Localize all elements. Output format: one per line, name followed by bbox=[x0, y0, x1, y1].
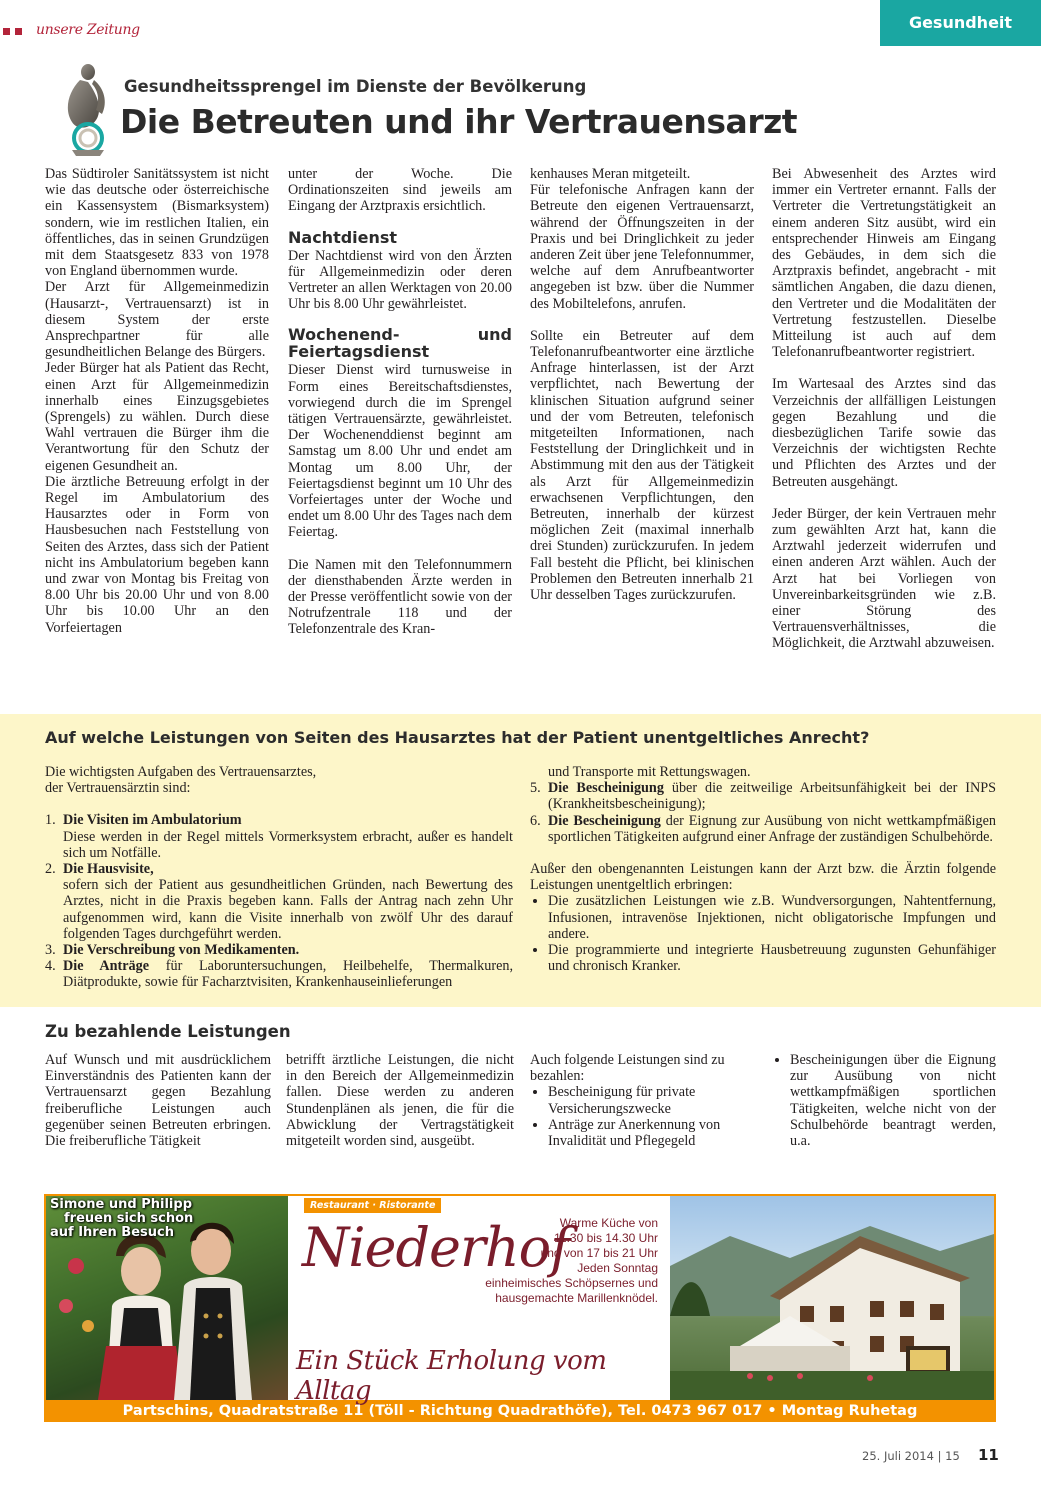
info-box-heading: Auf welche Leistungen von Seiten des Hausarztes hat der Patient unentgeltliches Anrecht? bbox=[45, 728, 870, 747]
item-text: sofern sich der Patient aus gesundheitlichen Gründen, nach Bewertung des Arztes, nicht in die Praxis begeben kann. Falls der Antrag nach zehn Uhr aufgenommen wird, kann die Visite innerhalb von zwölf Uhr des darauf folgenden Tages durchgeführt werden. bbox=[63, 877, 513, 942]
paragraph: Für telefonische Anfragen kann der Betreute den eigenen Vertrauensarzt, während der Öffnungszeiten in der Praxis und bei Dringlichkeit zu jeder anderen Zeit über jene Telefonnummer, welche auf dem Anrufbeantworter angegeben ist bzw. über die Nummer des Mobiltelefons, anrufen. bbox=[530, 182, 754, 312]
brand-logo: unsere Zeitung bbox=[36, 22, 140, 38]
restaurant-slogan: Ein Stück Erholung vom Alltag bbox=[296, 1346, 607, 1406]
paragraph: Die Namen mit den Telefonnummern der diensthabenden Ärzte werden in der Presse veröffentlicht sowie von der Notrufzentrale 118 und der Telefonzentrale des Kran- bbox=[288, 556, 512, 638]
restaurant-label: Restaurant · Ristorante bbox=[304, 1198, 441, 1213]
paragraph: Der Arzt für Allgemeinmedizin (Hausarzt-, Vertrauensarzt) ist in diesem System der erste Ansprechpartner für alle gesundheitlichen Belange des Bürgers. bbox=[45, 279, 269, 361]
paragraph: Bei Abwesenheit des Arztes wird immer ein Vertreter ernannt. Falls der Vertreter die Vertretungstätigkeit an einem anderen Sitz ausübt, wird ein entsprechender Hinweis am Eingang des Gebäudes, in dem sich die Arztpraxis befindet, angebracht - mit sämtlichen Angaben, die dazu dienen, den Vertreter und die Modalitäten der Vertretung festzustellen. Dieselbe Mitteilung ist auch auf dem Telefonanrufbeantworter registriert. bbox=[772, 166, 996, 361]
footer-date: 25. Juli 2014 | 15 bbox=[862, 1449, 960, 1463]
item-number: 3. bbox=[45, 942, 56, 959]
item-text: für Laboruntersuchungen, Heilbehelfe, Thermalkuren, Diätprodukte, sowie für Facharztvisiten, Krankenhauseinlieferungen bbox=[63, 958, 514, 991]
paid-column-3 bbox=[530, 1052, 754, 1149]
list-item: • Die zusätzlichen Leistungen wie z.B. Wundversorgungen, Nahtentfernung, Infusionen, intravenöse Injektionen, nicht obligatorische Impfungen und andere. bbox=[548, 893, 996, 942]
paid-list bbox=[530, 1084, 754, 1149]
paragraph: Sollte ein Betreuter auf dem Telefonanrufbeantworter eine ärztliche Anfrage hinterlassen, ist der Arzt verpflichtet, nach Bewertung der klinischen Situation aufgrund seiner und der vom Betreuten, telefonisch mitgeteilten Informationen, nach Feststellung der Dringlichkeit und in Abstimmung mit den aus der Tätigkeit als Arzt für Allgemeinmedizin erwachsenen Verpflichtungen, den Betreuten, innerhalb der kürzest möglichen Zeit (maximal innerhalb drei Stunden) zurückzurufen. In jedem Fall besteht die Pflicht, bei klinischen Problemen den Betreuten innerhalb 21 Uhr desselben Tages zurückzurufen. bbox=[530, 327, 754, 604]
item-title: Die Hausvisite, bbox=[63, 861, 154, 878]
caption-line: auf Ihren Besuch bbox=[50, 1225, 174, 1240]
item-title: Die Visiten im Ambulatorium bbox=[63, 812, 242, 829]
caption-line: Simone und Philipp bbox=[50, 1197, 192, 1212]
item-number: 2. bbox=[45, 861, 56, 878]
paragraph: Dieser Dienst wird turnusweise in Form eines Bereitschaftsdienstes, vorwiegend durch die im Sprengel tätigen Vertrauensärzte, gewährleistet. Der Wochenenddienst beginnt am Samstag um 8.00 Uhr und endet am Montag um 8.00 Uhr, der Feiertagsdienst beginnt um 10 Uhr des Vorfeiertages unter der Woche und endet um 8.00 Uhr des Tages nach dem Feiertag. bbox=[288, 362, 512, 541]
paragraph: Der Nachtdienst wird von den Ärzten für Allgemeinmedizin oder deren Vertreter an allen Werktagen von 20.00 Uhr bis 8.00 Uhr gewährleistet. bbox=[288, 247, 512, 313]
article-column-3 bbox=[530, 166, 754, 603]
article-column-2 bbox=[288, 166, 512, 638]
hours-line: und von 17 bis 21 Uhr bbox=[540, 1246, 658, 1260]
paid-column-4 bbox=[772, 1052, 996, 1149]
sculpture-icon bbox=[58, 62, 116, 158]
hours-line: hausgemachte Marillenknödel. bbox=[495, 1291, 658, 1305]
section-tab-label: Gesundheit bbox=[908, 13, 1013, 32]
list-item: • Bescheinigungen über die Eignung zur Ausübung von nicht wettkampfmäßigen sportlichen Tätigkeiten, welche nicht von der Schulbehörde beantragt werden, u.a. bbox=[790, 1052, 996, 1149]
paragraph: Auf Wunsch und mit ausdrücklichem Einverständnis des Patienten kann der Vertrauensarzt gegen Bezahlung freiberufliche Leistungen auch gegenüber seinen Betreuten erbringen. Die freiberufliche Tätigkeit bbox=[45, 1052, 271, 1150]
paid-heading: Zu bezahlende Leistungen bbox=[45, 1022, 291, 1041]
paragraph: Auch folgende Leistungen sind zu bezahlen: bbox=[530, 1052, 725, 1085]
item-number: 4. bbox=[45, 958, 56, 975]
extra-list bbox=[530, 893, 996, 974]
service-list bbox=[45, 812, 513, 990]
paragraph: Das Südtiroler Sanitätssystem ist nicht wie das deutsche oder österreichische ein Kassensystem (Bismarksystem) sondern, wie im restlichen Italien, ein öffentliches, das in seinen Grundzügen mit dem Staatsgesetz 833 von 1978 von England übernommen wurde. bbox=[45, 166, 269, 280]
photo-caption bbox=[50, 1198, 193, 1240]
paid-column-2 bbox=[286, 1052, 514, 1149]
opening-hours bbox=[478, 1216, 658, 1306]
item-number: 5. bbox=[530, 780, 541, 797]
list-item: • Bescheinigung für private Versicherungszwecke bbox=[548, 1084, 754, 1116]
info-box-left bbox=[45, 764, 513, 991]
service-item bbox=[530, 780, 996, 812]
service-item bbox=[45, 861, 513, 942]
item-text: Diese werden in der Regel mittels Vormerksystem erbracht, außer es handelt sich um Notfälle. bbox=[63, 828, 513, 861]
hours-line: 11.30 bis 14.30 Uhr bbox=[554, 1231, 658, 1245]
couple-photo bbox=[46, 1196, 288, 1400]
hours-line: Warme Küche von bbox=[559, 1216, 658, 1230]
paragraph: Jeder Bürger, der kein Vertrauen mehr zum gewählten Arzt hat, kann die Arztwahl jederzeit widerrufen und einen anderen Arzt wählen. Auch der Arzt hat bei Vorliegen von Unvereinbarkeitsgründen wie z.B. einer Störung des Vertrauensverhältnisses, die Möglichkeit, die Arztwahl abzuweisen. bbox=[772, 505, 996, 652]
subheading-wochenend: Wochenend- und Feiertagsdienst bbox=[288, 325, 512, 362]
item-title: Die Bescheinigung bbox=[548, 812, 661, 829]
service-item bbox=[45, 812, 513, 861]
info-box-right bbox=[530, 764, 996, 974]
hours-line: Jeden Sonntag bbox=[577, 1261, 658, 1275]
item-title: Die Bescheinigung bbox=[548, 780, 664, 797]
article-kicker: Gesundheitssprengel im Dienste der Bevölkerung bbox=[124, 77, 587, 96]
subheading-nachtdienst: Nachtdienst bbox=[288, 227, 398, 247]
item-continuation: und Transporte mit Rettungswagen. bbox=[548, 764, 751, 780]
page-number: 11 bbox=[978, 1446, 999, 1464]
paragraph: Die ärztliche Betreuung erfolgt in der Regel im Ambulatorium des Hausarztes oder in Form von Hausbesuchen nach Feststellung von Seiten des Arztes, dass sich der Patient nicht ins Ambulatorium begeben kann und zwar von Montag bis Freitag von 8.00 Uhr bis 20.00 Uhr und von 8.00 Uhr bis 10.00 Uhr an den Vorfeiertagen bbox=[45, 473, 269, 636]
caption-line: freuen sich schon bbox=[64, 1211, 194, 1226]
paragraph: betrifft ärztliche Leistungen, die nicht in den Bereich der Allgemeinmedizin fallen. Diese werden zu anderen Stundenplänen als jenen, die für die Abwicklung der Vertragstätigkeit mitgeteilt worden sind, ausgeübt. bbox=[286, 1052, 514, 1150]
article-title: Die Betreuten und ihr Vertrauensarzt bbox=[120, 102, 798, 141]
intro-line: der Vertrauensärztin sind: bbox=[45, 780, 191, 797]
paragraph: Jeder Bürger hat als Patient das Recht, einen Arzt für Allgemeinmedizin innerhalb eines Einzugsgebietes (Sprengels) zu wählen. Durch diese Wahl vertrauen die Bürger ihm die Verantwortung für den Schutz der eigenen Gesundheit an. bbox=[45, 360, 269, 474]
item-text: der Eignung zur Ausübung von nicht wettkampfmäßigen sportlichen Tätigkeiten aufgrund einer Anfrage der zuständigen Schulbehörde. bbox=[548, 812, 997, 845]
item-title: Die Verschreibung von Medikamenten. bbox=[63, 942, 300, 959]
paragraph: Außer den obengenannten Leistungen kann der Arzt bzw. die Ärztin folgende Leistungen unentgeltlich erbringen: bbox=[530, 861, 996, 894]
item-number: 1. bbox=[45, 812, 56, 829]
service-item bbox=[45, 942, 513, 958]
paragraph: Im Wartesaal des Arztes sind das Verzeichnis der allfälligen Leistungen gegen Bezahlung und die diesbezüglichen Tarife sowie das Verzeichnis der wichtigsten Rechte und Pflichten des Arztes und der Betreuten ausgehängt. bbox=[772, 376, 996, 490]
building-photo bbox=[670, 1196, 994, 1400]
paid-list bbox=[772, 1052, 996, 1149]
item-number: 6. bbox=[530, 812, 541, 829]
restaurant-logo: Niederhof bbox=[302, 1216, 570, 1279]
paragraph: unter der Woche. Die Ordinationszeiten sind jeweils am Eingang der Arztpraxis ersichtlich. bbox=[288, 166, 512, 215]
restaurant-panel bbox=[288, 1196, 670, 1406]
intro-line: Die wichtigsten Aufgaben des Vertrauensarztes, bbox=[45, 764, 317, 780]
paragraph: kenhauses Meran mitgeteilt. bbox=[530, 166, 691, 182]
advertisement[interactable] bbox=[44, 1194, 996, 1422]
item-title: Die Anträge bbox=[63, 958, 150, 975]
list-item: • Anträge zur Anerkennung von Invalidität und Pflegegeld bbox=[548, 1117, 754, 1149]
service-item bbox=[45, 958, 513, 990]
list-item: • Die programmierte und integrierte Hausbetreuung zugunsten Gehunfähiger und chronisch Kranker. bbox=[548, 942, 996, 974]
ad-footer: Partschins, Quadratstraße 11 (Töll - Richtung Quadrathöfe), Tel. 0473 967 017 • Montag Ruhetag bbox=[122, 1403, 918, 1419]
hours-line: einheimisches Schöpsernes und bbox=[485, 1276, 658, 1290]
header-brand-marks bbox=[3, 28, 27, 36]
article-column-1 bbox=[45, 166, 269, 636]
paid-column-1 bbox=[45, 1052, 271, 1149]
item-text: über die zeitweilige Arbeitsunfähigkeit bei der INPS (Krankheitsbescheinigung); bbox=[548, 780, 996, 813]
article-column-4 bbox=[772, 166, 996, 652]
service-item bbox=[530, 813, 996, 845]
section-tab[interactable] bbox=[880, 0, 1041, 46]
